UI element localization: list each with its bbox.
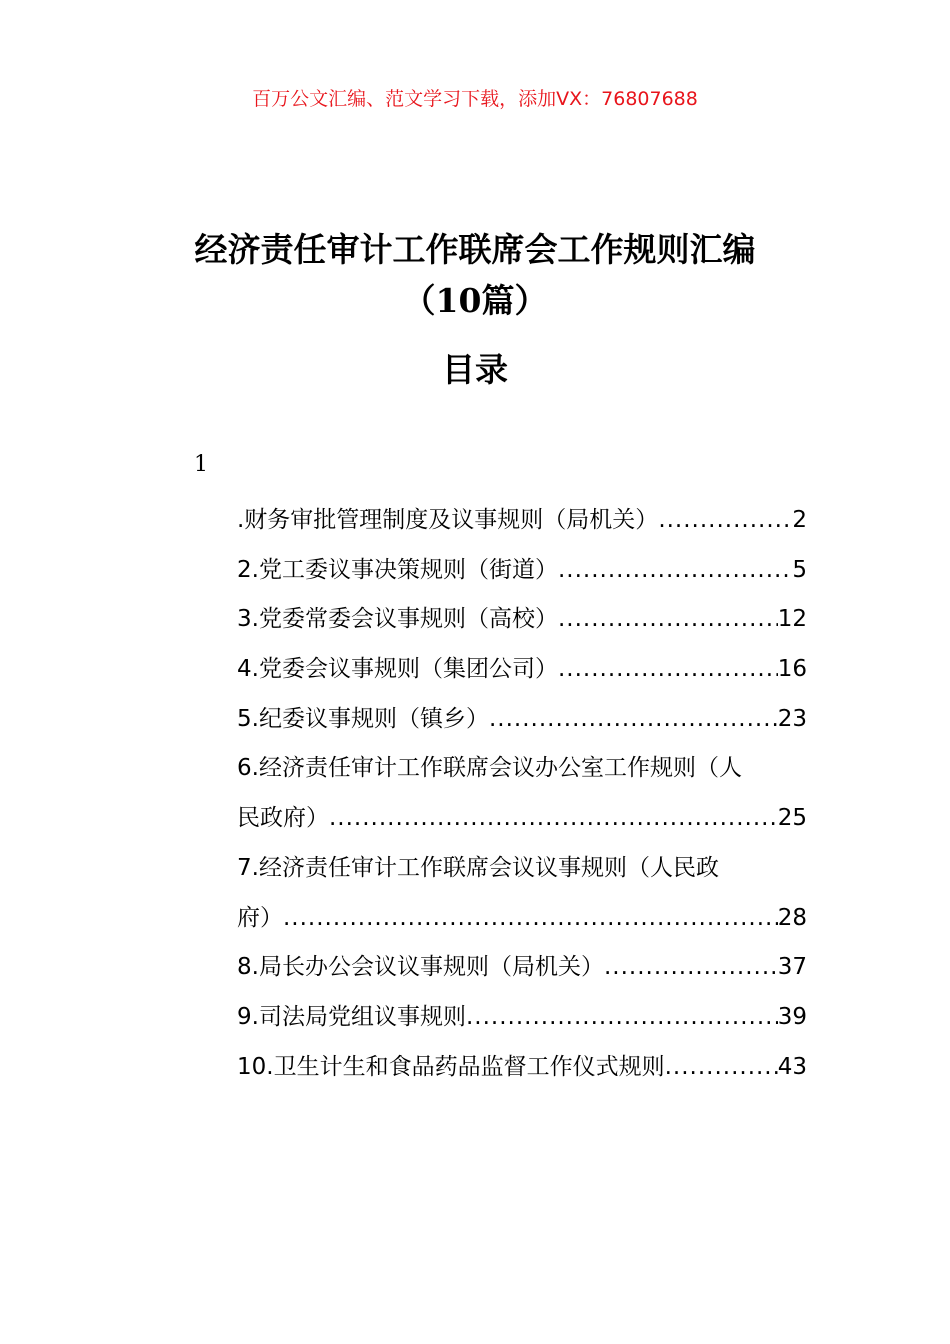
toc-entry-title: 府） [237,904,283,931]
toc-page-number: 43 [777,1053,807,1080]
toc-page-number: 39 [777,1003,807,1030]
toc-entry-1[interactable] [237,496,807,546]
toc-entry-7[interactable] [237,844,807,943]
toc-entry-title: 10.卫生计生和食品药品监督工作仪式规则 [237,1053,665,1080]
toc-leader-dots [665,1043,778,1093]
toc-leader-dots [466,993,778,1043]
toc-entry-title: 5.纪委议事规则（镇乡） [237,705,489,732]
toc-entry-5[interactable] [237,695,807,745]
toc-leader-dots [658,496,792,546]
toc-page-number: 12 [777,606,807,633]
toc-leader-dots [558,645,778,695]
toc-leader-dots [558,546,792,596]
toc-entry-title: 9.司法局党组议事规则 [237,1003,466,1030]
toc-entry-9[interactable] [237,993,807,1043]
toc-entry-4[interactable] [237,645,807,695]
toc-entry-title: 3.党委常委会议事规则（高校） [237,606,558,633]
toc-entry-10[interactable] [237,1043,807,1093]
toc-entry-6[interactable] [237,744,807,843]
toc-entry-title: .财务审批管理制度及议事规则（局机关） [237,507,659,533]
toc-entry-title-line1: 7.经济责任审计工作联席会议议事规则（人民政 [237,854,719,881]
toc-page-number: 25 [777,805,807,832]
toc-page-number: 23 [777,705,807,732]
toc-entry-title: 4.党委会议事规则（集团公司） [237,656,558,683]
toc-entry-title-line1: 6.经济责任审计工作联席会议办公室工作规则（人 [237,755,742,782]
toc-page-number: 16 [777,656,807,683]
toc-entry-title: 2.党工委议事决策规则（街道） [237,556,558,583]
document-title: 经济责任审计工作联席会工作规则汇编 [194,230,756,269]
toc-leader-dots [604,943,778,993]
toc-page-number: 37 [777,954,807,981]
toc-leader-dots [489,695,778,745]
list-number: 1 [194,452,208,477]
toc-entry-8[interactable] [237,943,807,993]
document-title-subtitle: （10篇） [402,281,548,320]
toc-entry-title: 8.局长办公会议议事规则（局机关） [237,954,604,981]
toc-page-number: 28 [777,904,807,931]
toc-entry-title: 民政府） [237,805,329,832]
toc-entry-2[interactable] [237,546,807,596]
toc-page-number: 2 [792,507,807,533]
toc-entry-3[interactable] [237,595,807,645]
header-note: 百万公文汇编、范文学习下载，添加VX：76807688 [252,88,698,110]
toc-leader-dots [558,595,778,645]
toc-heading: 目录 [442,350,508,389]
table-of-contents [237,496,807,1092]
toc-leader-dots [283,894,778,944]
toc-page-number: 5 [792,556,807,583]
toc-leader-dots [329,794,778,844]
